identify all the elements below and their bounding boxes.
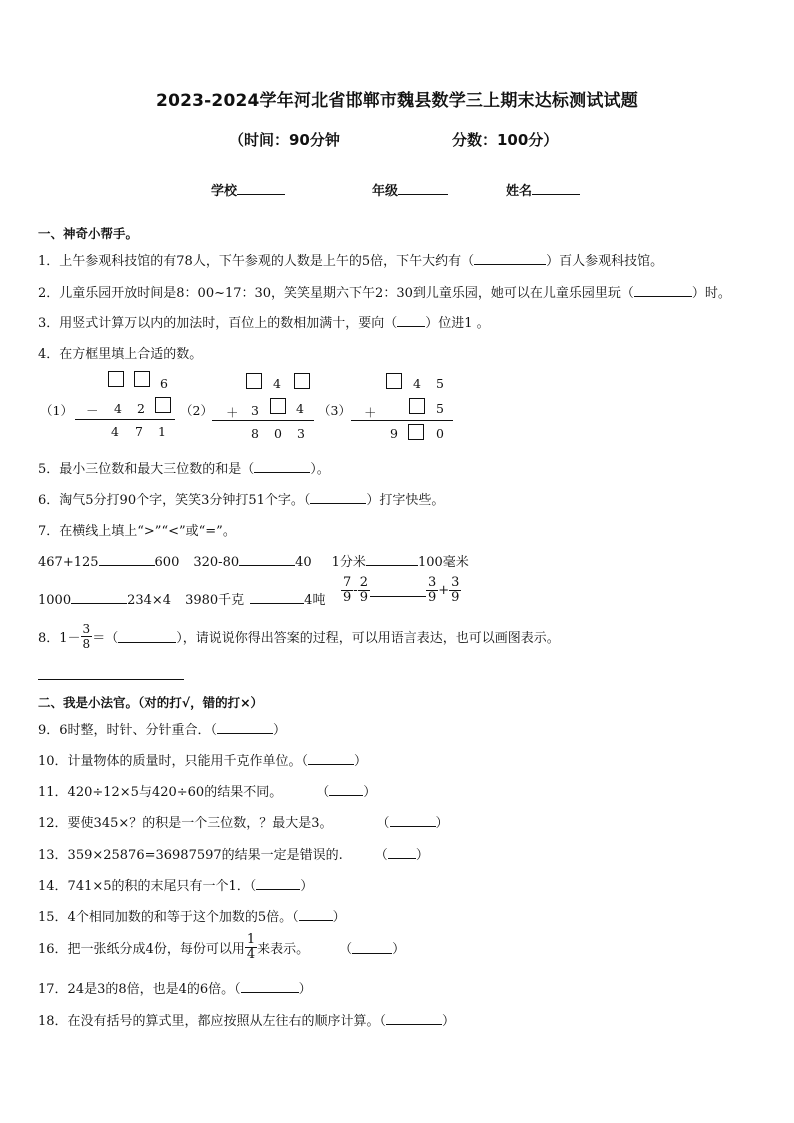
q16-blank[interactable] [352, 941, 392, 954]
q16-close: ） [392, 942, 406, 957]
q8-text: 8．1－ [38, 631, 81, 646]
q8-frac: $\frac{3}{8}$ [82, 622, 91, 651]
q13-close: ） [415, 848, 429, 863]
q7-expr-5b: 4吨 [304, 593, 326, 608]
q4-1-mid-tens: 2 [137, 401, 145, 416]
q4-3-top-ones: 5 [436, 376, 444, 391]
q2-text: 2．儿童乐园开放时间是8：00~17：30，笑笑星期六下午2：30到儿童乐园，她可以在儿童乐园里玩（ [38, 286, 634, 301]
question-8 [38, 622, 560, 651]
q11-text: 11．420÷12×5与420÷60的结果不同。 [38, 785, 283, 800]
question-18 [38, 1010, 455, 1029]
q7-blank-1[interactable] [99, 553, 155, 566]
question-10 [38, 750, 367, 769]
q18-close: ） [442, 1014, 456, 1029]
grade-blank[interactable] [398, 182, 448, 195]
q10-close: ） [354, 754, 368, 769]
exam-time: （时间：90分钟 [229, 131, 340, 149]
q7-expr-2: 320-80 [193, 555, 240, 570]
q7-frac-4: $\frac{3}{9}$ [451, 575, 460, 605]
q6-blank[interactable] [310, 491, 366, 504]
q16-frac: $\frac{1}{4}$ [246, 932, 256, 962]
q4-2-box-ones[interactable] [294, 373, 310, 389]
q4-2-top-tens: 4 [273, 376, 281, 391]
name-blank[interactable] [532, 182, 580, 195]
q4-3-box-result-tens[interactable] [408, 424, 424, 440]
q4-1-top-ones: 6 [160, 376, 168, 391]
q7-fraction-compare [341, 576, 461, 605]
q4-2-plus: ＋ [226, 405, 239, 420]
q10-blank[interactable] [308, 752, 354, 765]
question-16 [38, 933, 405, 962]
question-13 [38, 844, 429, 863]
q18-text: 18．在没有括号的算式里，都应按照从左往右的顺序计算。（ [38, 1014, 387, 1029]
q4-label-1: （1） [40, 403, 73, 418]
q4-2-res-ones: 3 [297, 426, 305, 441]
q13-open: （ [374, 848, 388, 863]
q8-eq: ＝（ [92, 631, 119, 646]
q5-text: 5．最小三位数和最大三位数的和是（ [38, 462, 255, 477]
q7-expr-4b: 234×4 [127, 593, 172, 608]
q4-2-mid-hundreds: 3 [251, 403, 259, 418]
school-label: 学校 [211, 184, 238, 199]
exam-score: 分数：100分） [452, 131, 559, 149]
q4-2-line [212, 420, 314, 421]
q7-frac-3: $\frac{3}{9}$ [427, 575, 437, 605]
q7-blank-2[interactable] [239, 553, 295, 566]
q3-text-end: ）位进1 。 [425, 316, 490, 331]
q2-text-end: ）时。 [691, 286, 731, 301]
q7-blank-4[interactable] [71, 591, 127, 604]
q16-open: （ [339, 942, 353, 957]
q1-text: 1．上午参观科技馆的有78人，下午参观的人数是上午的5倍，下午大约有（ [38, 254, 475, 269]
q15-close: ） [332, 910, 346, 925]
q4-2-res-hundreds: 8 [251, 426, 259, 441]
q7-expr-3b: 100毫米 [417, 555, 469, 570]
q7-blank-5[interactable] [250, 591, 304, 604]
q6-text: 6．淘气5分打90个字，笑笑3分钟打51个字。（ [38, 493, 311, 508]
question-2 [38, 282, 731, 301]
q7-blank-3[interactable] [366, 553, 418, 566]
question-4: 4．在方框里填上合适的数。 [38, 347, 203, 362]
q17-close: ） [298, 982, 312, 997]
q4-1-res-hundreds: 4 [111, 424, 119, 439]
q17-blank[interactable] [241, 980, 299, 993]
q12-text: 12．要使345×？的积是一个三位数，？最大是3。 [38, 816, 333, 831]
q3-text: 3．用竖式计算万以内的加法时，百位上的数相加满十，要向（ [38, 316, 398, 331]
q11-close: ） [363, 785, 377, 800]
question-11 [38, 781, 376, 800]
q4-3-mid-ones: 5 [436, 401, 444, 416]
question-5 [38, 458, 330, 477]
q12-blank[interactable] [390, 814, 436, 827]
q4-1-res-ones: 1 [158, 424, 166, 439]
question-12 [38, 812, 449, 831]
q7-row-1 [38, 551, 469, 570]
q4-label-3: （3） [318, 403, 351, 418]
name-label: 姓名 [506, 184, 533, 199]
q4-3-box-hundreds[interactable] [386, 373, 402, 389]
grade-label: 年级 [372, 184, 399, 199]
q4-1-line [75, 419, 175, 420]
q4-3-res-ones: 0 [436, 426, 444, 441]
q4-1-box-tens[interactable] [134, 371, 150, 387]
question-1 [38, 250, 663, 269]
q7-frac-1: $\frac{7}{9}$ [343, 575, 352, 605]
q11-blank[interactable] [329, 783, 363, 796]
q4-1-mid-hundreds: 4 [114, 401, 122, 416]
q5-blank[interactable] [254, 460, 310, 473]
q18-blank[interactable] [386, 1012, 442, 1025]
q11-open: （ [316, 785, 330, 800]
q4-label-2: （2） [180, 403, 213, 418]
q4-1-box-hundreds[interactable] [108, 371, 124, 387]
q9-blank[interactable] [217, 721, 273, 734]
school-blank[interactable] [237, 182, 285, 195]
q7-expr-1b: 600 [154, 555, 180, 570]
q7-expr-3: 1分米 [331, 555, 366, 570]
question-17 [38, 978, 312, 997]
q7-row-2 [38, 589, 325, 608]
q12-close: ） [435, 816, 449, 831]
question-6 [38, 489, 444, 508]
q16-text-end: 来表示。 [257, 942, 310, 957]
q7-plus: + [438, 583, 450, 598]
q8-answer-line[interactable] [38, 679, 184, 680]
q9-text: 9．6时整，时针、分针重合．（ [38, 723, 218, 738]
q5-text-end: ）。 [310, 462, 330, 477]
q4-2-box-tens[interactable] [270, 398, 286, 414]
q7-expr-1: 467+125 [38, 555, 99, 570]
q4-2-mid-ones: 4 [296, 401, 304, 416]
q4-3-res-hundreds: 9 [390, 426, 398, 441]
q8-text-end: ），请说说你得出答案的过程，可以用语言表达，也可以画图表示。 [176, 631, 560, 646]
question-14 [38, 875, 313, 894]
q3-blank[interactable] [397, 314, 425, 327]
q4-1-res-tens: 7 [135, 424, 143, 439]
q4-3-plus: ＋ [364, 405, 377, 420]
q7-expr-4: 1000 [38, 593, 72, 608]
q4-2-box-hundreds[interactable] [246, 373, 262, 389]
q2-blank[interactable] [634, 284, 692, 297]
q6-text-end: ）打字快些。 [366, 493, 445, 508]
q12-open: （ [376, 816, 390, 831]
name-field[interactable] [506, 180, 580, 199]
q7-frac-2: $\frac{2}{9}$ [359, 575, 368, 605]
question-7: 7．在横线上填上“>”“<”或“=”。 [38, 524, 236, 539]
question-15 [38, 906, 346, 925]
question-3 [38, 312, 490, 331]
q1-blank[interactable] [474, 252, 546, 265]
q15-text: 15．4个相同加数的和等于这个加数的5倍。（ [38, 910, 299, 925]
q4-3-top-tens: 4 [413, 376, 421, 391]
q7-blank-6[interactable] [370, 584, 426, 597]
q4-3-box-tens[interactable] [409, 398, 425, 414]
q4-2-res-tens: 0 [274, 426, 282, 441]
school-field[interactable] [211, 180, 285, 199]
q7-expr-2b: 40 [295, 555, 312, 570]
q16-text: 16．把一张纸分成4份，每份可以用 [38, 942, 245, 957]
q15-blank[interactable] [299, 908, 333, 921]
q14-close: ） [300, 879, 314, 894]
q10-text: 10．计量物体的质量时，只能用千克作单位。（ [38, 754, 309, 769]
page-title: 2023-2024学年河北省邯郸市魏县数学三上期末达标测试试题 [156, 91, 638, 111]
q7-minus: - [353, 583, 358, 598]
q7-expr-5: 3980千克 [185, 593, 245, 608]
grade-field[interactable] [372, 180, 448, 199]
question-9 [38, 719, 286, 738]
q8-blank[interactable] [118, 630, 176, 643]
q13-blank[interactable] [388, 846, 416, 859]
q13-text: 13．359×25876=36987597的结果一定是错误的. [38, 848, 343, 863]
section-2-title: 二、我是小法官。（对的打√，错的打×） [38, 695, 264, 710]
q9-close: ） [273, 723, 287, 738]
q4-3-line [351, 420, 453, 421]
section-1-title: 一、神奇小帮手。 [38, 226, 139, 241]
q14-text: 14．741×5的积的末尾只有一个1．（ [38, 879, 257, 894]
q1-text-end: ）百人参观科技馆。 [546, 254, 664, 269]
q4-1-minus: － [86, 403, 99, 418]
q17-text: 17．24是3的8倍，也是4的6倍。（ [38, 982, 241, 997]
q4-1-box-ones[interactable] [155, 397, 171, 413]
q14-blank[interactable] [256, 877, 300, 890]
